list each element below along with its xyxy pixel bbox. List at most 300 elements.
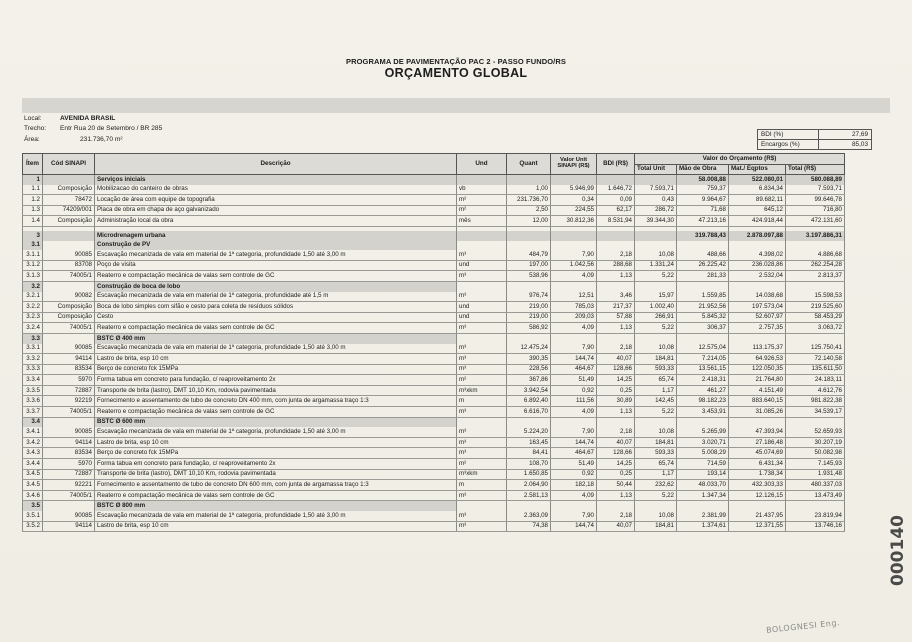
col-valor-orcamento: Valor do Orçamento (R$) [635,154,845,165]
cell-mao [677,333,729,343]
cell-desc: Placa de obra em chapa de aço galvanizado [95,205,457,216]
cell-mao: 7.214,05 [677,354,729,365]
cell-desc: Mobilizacao do canteiro de obras [95,185,457,195]
table-row [23,195,845,206]
trecho-value: Entr Rua 20 de Setembro / BR 285 [60,125,163,132]
bdi-table [757,129,872,150]
cell-total: 580.088,89 [786,175,845,185]
cell-tu [635,417,677,427]
cell-quant: 367,86 [507,375,551,386]
cell-und: m³ [457,271,507,282]
cell-cod: 94114 [43,521,95,532]
cell-bdi: 62,17 [597,205,635,216]
cell-vu: 144,74 [551,354,597,365]
cell-item: 3.3.3 [23,364,43,375]
cell-und: m² [457,375,507,386]
cell-und: m³ [457,292,507,302]
cell-total: 7.593,71 [786,185,845,195]
page-number: 000140 [887,515,908,586]
cell-total: 7.145,93 [786,459,845,470]
cell-item: 1.4 [23,216,43,227]
cell-tu: 1,17 [635,385,677,396]
cell-und: m² [457,205,507,216]
cell-cod [43,175,95,185]
cell-quant: 197,00 [507,260,551,271]
cell-quant [507,281,551,291]
cell-desc: Escavação mecanizada de vala em material de 1ª categoria, profundidade 1,50 até 3,00 m [95,427,457,437]
cell-mao: 12.575,04 [677,344,729,354]
table-row [23,375,845,386]
cell-mat: 522.080,01 [729,175,786,185]
cell-bdi: 40,07 [597,354,635,365]
cell-tu: 184,81 [635,437,677,448]
cell-total: 2.813,37 [786,271,845,282]
cell-total: 52.659,93 [786,427,845,437]
cell-tu: 593,33 [635,364,677,375]
cell-vu [551,333,597,343]
cell-und: m³xkm [457,469,507,480]
cell-desc: Escavação mecanizada de vala em material de 1ª categoria, profundidade 1,50 até 3,00 m [95,511,457,521]
cell-und: m³ [457,354,507,365]
table-row [23,490,845,501]
cell-total [786,501,845,511]
table-row [23,312,845,323]
cell-quant [507,417,551,427]
trecho-label: Trecho: [24,125,47,132]
cell-bdi: 1,13 [597,323,635,334]
cell-desc: BSTC Ø 400 mm [95,333,457,343]
cell-tu: 184,81 [635,354,677,365]
table-row [23,344,845,354]
cell-item: 3.3.4 [23,375,43,386]
cell-mao: 1.347,34 [677,490,729,501]
cell-mat: 6.431,34 [729,459,786,470]
cell-cod: 5970 [43,375,95,386]
local-label: Local: [24,115,42,122]
cell-item: 3.3.5 [23,385,43,396]
program-heading: PROGRAMA DE PAVIMENTAÇÃO PAC 2 - PASSO FUNDO/RS [346,57,566,66]
cell-mat: 45.074,69 [729,448,786,459]
cell-mao: 98.182,23 [677,396,729,407]
cell-tu [635,501,677,511]
table-row [23,396,845,407]
cell-vu: 7,90 [551,250,597,260]
cell-bdi: 2,18 [597,511,635,521]
cell-mao: 3.453,91 [677,407,729,418]
table-row [23,511,845,521]
cell-quant: 2,50 [507,205,551,216]
cell-item: 3.2.1 [23,292,43,302]
cell-tu: 39.344,30 [635,216,677,227]
cell-item: 3.4.5 [23,469,43,480]
document-title: ORÇAMENTO GLOBAL [384,66,528,80]
cell-bdi: 3,46 [597,292,635,302]
cell-total: 50.082,98 [786,448,845,459]
cell-desc: Berço de concreto fck 15MPa [95,364,457,375]
cell-quant: 108,70 [507,459,551,470]
table-row [23,216,845,227]
cell-bdi: 50,44 [597,480,635,491]
cell-quant: 976,74 [507,292,551,302]
cell-total: 135.611,50 [786,364,845,375]
local-value: AVENIDA BRASIL [60,115,116,122]
cell-item: 3.3.6 [23,396,43,407]
cell-quant: 219,00 [507,302,551,313]
cell-cod: 90085 [43,250,95,260]
cell-mao: 9.964,67 [677,195,729,206]
cell-quant: 6.616,70 [507,407,551,418]
cell-desc: Lastro de brita, esp 10 cm [95,521,457,532]
cell-total: 72.140,58 [786,354,845,365]
table-row [23,448,845,459]
cell-vu: 0,34 [551,195,597,206]
cell-quant: 12,00 [507,216,551,227]
cell-bdi: 288,68 [597,260,635,271]
cell-desc: Fornecimento e assentamento de tubo de concreto DN 400 mm, com junta de argamassa traço 1:3 [95,396,457,407]
cell-mao: 3.020,71 [677,437,729,448]
cell-item: 3.4.3 [23,448,43,459]
cell-und: m³ [457,521,507,532]
cell-tu: 1.331,24 [635,260,677,271]
cell-quant: 231.736,70 [507,195,551,206]
cell-und [457,417,507,427]
cell-total: 480.337,03 [786,480,845,491]
cell-total: 23.819,94 [786,511,845,521]
cell-tu: 184,81 [635,521,677,532]
cell-item: 3.4.1 [23,427,43,437]
cell-mat: 432.303,33 [729,480,786,491]
cell-mat [729,241,786,251]
cell-vu [551,501,597,511]
area-value: 231.736,70 m² [80,136,123,143]
cell-vu [551,241,597,251]
cell-item: 3.1 [23,241,43,251]
cell-tu: 10,08 [635,344,677,354]
cell-vu [551,417,597,427]
table-row [23,364,845,375]
cell-vu: 785,03 [551,302,597,313]
cell-mat: 645,12 [729,205,786,216]
table-row [23,271,845,282]
cell-und [457,241,507,251]
area-label: Área: [24,136,40,143]
cell-mao [677,281,729,291]
cell-bdi: 1,13 [597,407,635,418]
cell-quant: 74,38 [507,521,551,532]
cell-mao: 714,59 [677,459,729,470]
cell-und [457,175,507,185]
subsection-row [23,241,845,251]
cell-cod: 90082 [43,292,95,302]
cell-mat: 21.764,80 [729,375,786,386]
cell-bdi: 0,09 [597,195,635,206]
cell-item: 3.1.1 [23,250,43,260]
cell-tu: 10,08 [635,427,677,437]
cell-tu: 15,97 [635,292,677,302]
cell-mao [677,501,729,511]
cell-und: m² [457,195,507,206]
cell-und: m³xkm [457,385,507,396]
cell-mat: 883.640,15 [729,396,786,407]
col-quant: Quant [507,154,551,175]
cell-total: 30.207,19 [786,437,845,448]
cell-mat: 197.573,04 [729,302,786,313]
cell-vu: 4,09 [551,407,597,418]
cell-tu: 232,62 [635,480,677,491]
cell-mao: 48.033,70 [677,480,729,491]
cell-vu [551,175,597,185]
cell-und: m² [457,459,507,470]
cell-mao [677,241,729,251]
cell-und: m³ [457,250,507,260]
cell-mao: 2.381,99 [677,511,729,521]
cell-vu: 51,49 [551,375,597,386]
cell-quant: 1.650,85 [507,469,551,480]
cell-vu: 7,90 [551,427,597,437]
cell-mao: 5.845,32 [677,312,729,323]
table-row [23,354,845,365]
cell-vu: 7,90 [551,344,597,354]
cell-quant: 484,79 [507,250,551,260]
cell-total: 716,80 [786,205,845,216]
cell-mat: 14.038,68 [729,292,786,302]
cell-bdi: 14,25 [597,375,635,386]
table-row [23,407,845,418]
cell-vu: 7,90 [551,511,597,521]
cell-tu: 65,74 [635,459,677,470]
table-header-row [23,154,845,165]
cell-mao: 306,37 [677,323,729,334]
cell-desc: Fornecimento e assentamento de tubo de concreto DN 600 mm, com junta de argamassa traço 1:3 [95,480,457,491]
cell-cod: 78472 [43,195,95,206]
table-row [23,250,845,260]
cell-quant [507,241,551,251]
subsection-row [23,417,845,427]
cell-mat: 236.028,86 [729,260,786,271]
cell-mao: 319.788,43 [677,231,729,241]
cell-mat: 12.371,55 [729,521,786,532]
cell-total: 472.131,60 [786,216,845,227]
cell-bdi: 217,37 [597,302,635,313]
cell-quant [507,501,551,511]
cell-quant: 84,41 [507,448,551,459]
cell-cod [43,417,95,427]
cell-total [786,417,845,427]
cell-mat: 2.757,35 [729,323,786,334]
cell-bdi [597,501,635,511]
cell-tu [635,175,677,185]
col-total-unit: Total Unit [635,164,677,174]
cell-und: m [457,480,507,491]
cell-total: 125.750,41 [786,344,845,354]
cell-item: 3.2 [23,281,43,291]
cell-cod: 92219 [43,396,95,407]
cell-item: 3.5.2 [23,521,43,532]
cell-total: 219.525,60 [786,302,845,313]
cell-mat: 6.834,34 [729,185,786,195]
cell-mao: 21.952,56 [677,302,729,313]
cell-cod: 94114 [43,437,95,448]
cell-bdi [597,241,635,251]
cell-cod: 74005/1 [43,407,95,418]
table-row [23,185,845,195]
cell-tu: 593,33 [635,448,677,459]
cell-desc: BSTC Ø 800 mm [95,501,457,511]
cell-cod [43,501,95,511]
header-band [22,98,890,113]
cell-und: m³ [457,344,507,354]
cell-item: 1.2 [23,195,43,206]
cell-quant: 228,56 [507,364,551,375]
cell-quant: 5.224,20 [507,427,551,437]
cell-desc: Reaterro e compactação mecânica de valas sem controle de GC [95,490,457,501]
col-bdi: BDI (R$) [597,154,635,175]
table-row [23,385,845,396]
cell-desc: Cesto [95,312,457,323]
cell-mat: 12.126,15 [729,490,786,501]
cell-mat: 2.532,04 [729,271,786,282]
cell-mat: 1.738,34 [729,469,786,480]
cell-mat: 64.926,53 [729,354,786,365]
cell-und: m³ [457,490,507,501]
cell-total: 58.453,29 [786,312,845,323]
cell-mat: 47.393,94 [729,427,786,437]
table-row [23,480,845,491]
table-row [23,521,845,532]
cell-quant: 586,92 [507,323,551,334]
cell-cod: 83534 [43,448,95,459]
cell-bdi: 30,89 [597,396,635,407]
cell-und: m [457,396,507,407]
cell-desc: Lastro de brita, esp 10 cm [95,354,457,365]
cell-cod: 83708 [43,260,95,271]
cell-total: 4.612,76 [786,385,845,396]
page-number-stamp [888,515,908,589]
cell-mao: 193,14 [677,469,729,480]
cell-desc: Forma tabua em concreto para fundação, c/ reaproveitamento 2x [95,459,457,470]
encargos-value: 85,03 [819,140,872,150]
cell-und: m³ [457,364,507,375]
cell-total: 15.598,53 [786,292,845,302]
cell-und: m³ [457,511,507,521]
cell-cod: Composição [43,216,95,227]
cell-mat: 2.878.097,88 [729,231,786,241]
cell-desc: Berço de concreto fck 15MPa [95,448,457,459]
cell-desc: Escavação mecanizada de vala em material de 1ª categoria, profundidade até 1,5 m [95,292,457,302]
cell-und: m³ [457,407,507,418]
cell-item: 3.3 [23,333,43,343]
cell-cod: 90085 [43,511,95,521]
cell-quant: 6.892,40 [507,396,551,407]
cell-item: 3.5.1 [23,511,43,521]
cell-desc: Construção de PV [95,241,457,251]
table-row [23,437,845,448]
cell-total: 34.539,17 [786,407,845,418]
cell-desc: Administração local da obra [95,216,457,227]
cell-mao: 1.559,85 [677,292,729,302]
cell-item: 3.1.3 [23,271,43,282]
cell-total: 13.746,16 [786,521,845,532]
col-desc: Descrição [95,154,457,175]
cell-tu [635,281,677,291]
table-row [23,205,845,216]
cell-cod [43,281,95,291]
cell-und: und [457,302,507,313]
cell-mat: 4.151,49 [729,385,786,396]
cell-desc: Construção de boca de lobo [95,281,457,291]
cell-desc: Locação de área com equipe de topografia [95,195,457,206]
cell-total [786,333,845,343]
cell-mao: 71,68 [677,205,729,216]
cell-mat: 122.050,35 [729,364,786,375]
cell-mao [677,417,729,427]
cell-bdi: 2,18 [597,250,635,260]
cell-quant: 163,45 [507,437,551,448]
cell-item: 3.4 [23,417,43,427]
cell-total: 3.063,72 [786,323,845,334]
cell-tu: 5,22 [635,407,677,418]
cell-item: 3.2.3 [23,312,43,323]
cell-mao: 58.008,88 [677,175,729,185]
cell-bdi: 1,13 [597,490,635,501]
cell-total: 4.886,68 [786,250,845,260]
cell-total: 24.183,11 [786,375,845,386]
section-row [23,175,845,185]
cell-quant: 219,00 [507,312,551,323]
bdi-value: 27,69 [819,130,872,140]
cell-tu: 266,91 [635,312,677,323]
cell-und: mês [457,216,507,227]
cell-tu: 10,08 [635,511,677,521]
cell-quant [507,175,551,185]
cell-desc: Forma tabua em concreto para fundação, c/ reaproveitamento 2x [95,375,457,386]
cell-mat: 424.918,44 [729,216,786,227]
cell-und: m³ [457,323,507,334]
cell-und [457,281,507,291]
cell-mao: 5.265,99 [677,427,729,437]
cell-tu: 286,72 [635,205,677,216]
cell-quant: 3.942,54 [507,385,551,396]
cell-mao: 26.225,42 [677,260,729,271]
cell-desc: Reaterro e compactação mecânica de valas sem controle de GC [95,407,457,418]
cell-vu: 51,49 [551,459,597,470]
cell-tu: 142,45 [635,396,677,407]
cell-mat: 113.175,37 [729,344,786,354]
cell-bdi: 1.646,72 [597,185,635,195]
cell-und: m³ [457,437,507,448]
cell-bdi: 0,25 [597,385,635,396]
cell-bdi: 2,18 [597,344,635,354]
cell-cod: Composição [43,312,95,323]
cell-desc: Serviços iniciais [95,175,457,185]
cell-mat [729,281,786,291]
cell-cod: Composição [43,302,95,313]
cell-desc: Microdrenagem urbana [95,231,457,241]
cell-desc: Escavação mecanizada de vala em material de 1ª categoria, profundidade 1,50 até 3,00 m [95,250,457,260]
table-row [23,302,845,313]
cell-desc: Reaterro e compactação mecânica de valas sem controle de GC [95,271,457,282]
cell-item: 1.1 [23,185,43,195]
cell-vu: 0,92 [551,469,597,480]
cell-vu: 464,67 [551,364,597,375]
cell-vu: 464,67 [551,448,597,459]
cell-bdi: 40,07 [597,437,635,448]
cell-tu [635,231,677,241]
cell-tu: 0,43 [635,195,677,206]
cell-quant: 390,35 [507,354,551,365]
col-und: Und [457,154,507,175]
cell-mao: 759,37 [677,185,729,195]
